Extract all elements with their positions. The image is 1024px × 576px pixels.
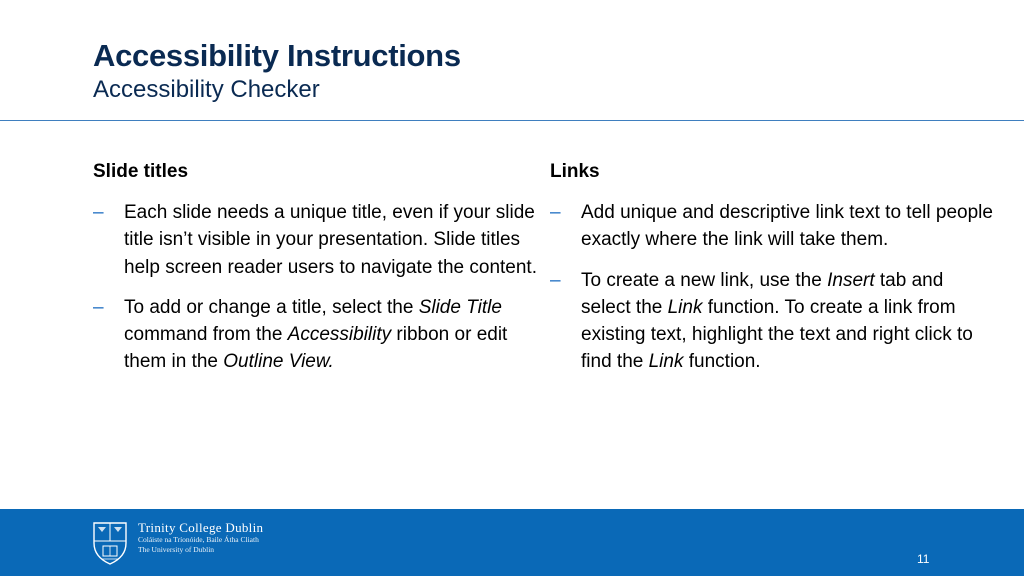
bullet-item (93, 199, 538, 281)
bullet-text (124, 297, 507, 373)
bullet-item (550, 199, 995, 254)
bullet-item (550, 267, 995, 376)
bullet-dash: – (550, 269, 561, 291)
bullet-item (93, 294, 538, 376)
university-logo-text (138, 520, 263, 555)
slide-subtitle: Accessibility Checker (93, 76, 320, 103)
bullet-dash: – (93, 296, 104, 318)
column-links (550, 160, 995, 389)
page-number: 11 (917, 552, 930, 566)
bullet-text-italic: Slide Title (418, 296, 502, 318)
logo-irish-name: Coláiste na Tríonóide, Baile Átha Cliath (138, 535, 259, 544)
bullet-text (581, 202, 993, 250)
bullet-text-italic: Accessibility (287, 324, 392, 346)
column-slide-titles (93, 160, 538, 389)
column-heading: Slide titles (93, 161, 189, 182)
bullet-dash: – (93, 202, 104, 223)
bullet-text-run: function. (683, 351, 761, 373)
slide-header (93, 38, 461, 104)
bullet-text-run: To add or change a title, select the (124, 296, 419, 318)
logo-subtitle: The University of Dublin (138, 545, 215, 554)
footer-bar (0, 509, 1024, 576)
bullet-text-italic: Link (648, 351, 684, 373)
column-heading: Links (550, 161, 600, 182)
logo-name: Trinity College Dublin (138, 520, 264, 535)
slide-title: Accessibility Instructions (93, 38, 461, 73)
bullet-text-run: ribbon or edit them in the (124, 324, 508, 373)
bullet-text-italic: Outline View. (223, 351, 334, 373)
bullet-dash: – (550, 202, 561, 223)
bullet-text-italic: Link (667, 296, 703, 318)
bullet-text-run: Each slide needs a unique title, even if your slide title isn’t visible in your presentation. Slide titles help screen reader users to navigate the content. (124, 202, 537, 278)
bullet-text (581, 270, 973, 373)
header-divider (0, 120, 1024, 121)
bullet-text-italic: Insert (827, 269, 875, 291)
bullet-text-run: function. To create a link from existing text, highlight the text and right click to find the (581, 296, 973, 373)
bullet-text (124, 202, 537, 278)
bullet-text-run: Add unique and descriptive link text to tell people exactly where the link will take them. (581, 202, 993, 251)
bullet-text-run: command from the (124, 324, 288, 346)
bullet-text-run: To create a new link, use the (581, 269, 828, 291)
crest-icon (91, 519, 129, 566)
bullet-text-run: tab and select the (581, 269, 944, 318)
